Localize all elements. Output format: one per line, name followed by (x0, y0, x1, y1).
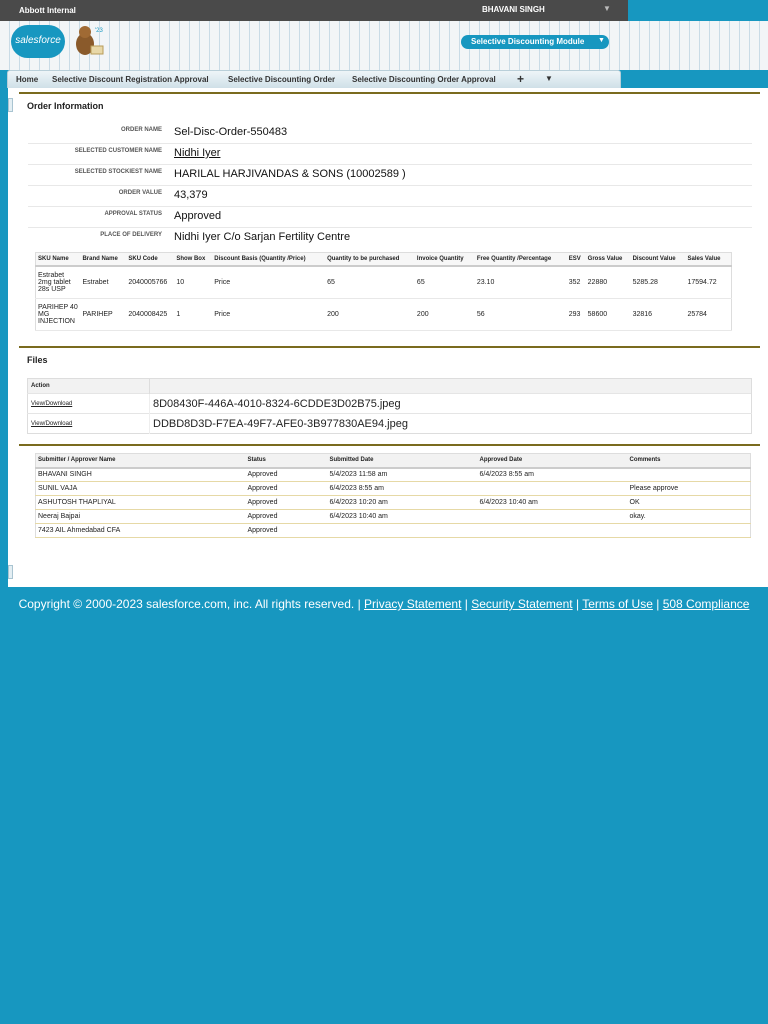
section-divider (19, 92, 760, 94)
chevron-down-icon[interactable]: ▼ (545, 74, 553, 83)
field-place-of-delivery (28, 228, 752, 249)
org-name: Abbott Internal (19, 6, 76, 15)
invoice-quantity-cell: 200 (415, 298, 475, 330)
comments: OK (628, 496, 751, 510)
logo-text: salesforce (15, 35, 61, 46)
submitted-date (328, 524, 478, 538)
invoice-quantity-cell: 65 (415, 266, 475, 298)
approval-status: Approved (246, 496, 328, 510)
user-menu[interactable]: BHAVANI SINGH (482, 5, 545, 14)
sidebar-toggle-icon[interactable] (8, 565, 13, 579)
sidebar-toggle-icon[interactable] (8, 98, 13, 112)
brand-name-cell: PARIHEP (80, 298, 126, 330)
column-header: Invoice Quantity (415, 253, 475, 267)
approval-status: Approved (246, 482, 328, 496)
footer (0, 595, 768, 614)
column-header: Status (246, 454, 328, 468)
quantity-cell: 65 (325, 266, 415, 298)
salesforce-logo[interactable] (11, 25, 65, 58)
table-header-row (28, 379, 752, 394)
field-value: 43,379 (174, 189, 208, 201)
submitted-date: 6/4/2023 10:40 am (328, 510, 478, 524)
column-header: Free Quantity /Percentage (475, 253, 567, 267)
column-header: Brand Name (80, 253, 126, 267)
column-header: Approved Date (478, 454, 628, 468)
approved-date (478, 524, 628, 538)
field-value: Approved (174, 210, 222, 222)
sku-name-cell: PARIHEP 40 MG INJECTION (36, 298, 81, 330)
tab-order-approval[interactable]: Selective Discounting Order Approval (352, 75, 496, 84)
files-table (27, 378, 752, 434)
security-statement-link[interactable]: Security Statement (471, 597, 573, 611)
field-label: ORDER VALUE (118, 190, 162, 196)
gross-value-cell: 58600 (586, 298, 631, 330)
field-value: Sel-Disc-Order-550483 (174, 126, 288, 138)
column-header: SKU Code (126, 253, 174, 267)
file-name: 8D08430F-446A-4010-8324-6CDDE3D02B75.jpeg (150, 394, 752, 414)
field-approval-status (28, 207, 752, 228)
comments: Please approve (628, 482, 751, 496)
column-header: Show Box (174, 253, 212, 267)
copyright-text: Copyright © 2000-2023 salesforce.com, inc. All rights reserved. | (18, 597, 361, 611)
field-value: Nidhi Iyer C/o Sarjan Fertility Centre (174, 231, 351, 243)
table-row (36, 298, 732, 330)
approval-history-table (35, 453, 751, 538)
table-row (36, 266, 732, 298)
footer-separator: | (656, 597, 660, 611)
column-header: Discount Basis (Quantity /Price) (212, 253, 325, 267)
customer-link[interactable]: Nidhi Iyer (174, 147, 221, 159)
table-row (36, 510, 751, 524)
approved-date (478, 510, 628, 524)
discount-basis-cell: Price (212, 298, 325, 330)
free-quantity-cell: 23.10 (475, 266, 567, 298)
field-label: SELECTED STOCKIEST NAME (74, 169, 162, 175)
column-header: Submitter / Approver Name (36, 454, 246, 468)
svg-text:'23: '23 (95, 28, 103, 34)
sku-table (35, 252, 732, 331)
sku-name-cell: Estrabet 2mg tablet 28s USP (36, 266, 81, 298)
column-header: Sales Value (685, 253, 731, 267)
table-row (36, 524, 751, 538)
comments (628, 468, 751, 482)
view-download-link[interactable]: View/Download (28, 394, 150, 414)
sku-code-cell: 2040008425 (126, 298, 174, 330)
view-download-link[interactable]: View/Download (28, 414, 150, 434)
table-header-row (36, 253, 732, 267)
field-label: APPROVAL STATUS (104, 211, 162, 217)
approved-date (478, 482, 628, 496)
column-header: Quantity to be purchased (325, 253, 415, 267)
approval-status: Approved (246, 524, 328, 538)
section-divider (19, 346, 760, 348)
tab-bar (7, 70, 621, 88)
approver-name: Neeraj Bajpai (36, 510, 246, 524)
app-header (0, 21, 768, 70)
comments: okay. (628, 510, 751, 524)
discount-value-cell: 5285.28 (631, 266, 686, 298)
table-row (36, 496, 751, 510)
compliance-link[interactable]: 508 Compliance (662, 597, 750, 611)
approver-name: ASHUTOSH THAPLIYAL (36, 496, 246, 510)
table-row (36, 482, 751, 496)
field-stockiest-name (28, 165, 752, 186)
field-order-value (28, 186, 752, 207)
app-switcher-button[interactable] (461, 35, 609, 49)
brand-name-cell: Estrabet (80, 266, 126, 298)
main-panel (8, 88, 768, 587)
field-label: PLACE OF DELIVERY (100, 232, 162, 238)
field-customer-name (28, 144, 752, 165)
table-row (28, 414, 752, 434)
approver-name: 7423 AIL Ahmedabad CFA (36, 524, 246, 538)
add-tab-icon[interactable]: + (517, 72, 525, 86)
discount-value-cell: 32816 (631, 298, 686, 330)
footer-separator: | (464, 597, 468, 611)
top-bar (0, 0, 628, 21)
column-header: SKU Name (36, 253, 81, 267)
esv-cell: 352 (567, 266, 586, 298)
column-header: Action (28, 379, 150, 394)
sku-code-cell: 2040005766 (126, 266, 174, 298)
field-label: ORDER NAME (120, 127, 162, 133)
approval-status: Approved (246, 468, 328, 482)
show-box-cell: 1 (174, 298, 212, 330)
submitted-date: 5/4/2023 11:58 am (328, 468, 478, 482)
column-header (150, 379, 752, 394)
chevron-down-icon[interactable]: ▼ (603, 4, 611, 13)
submitted-date: 6/4/2023 8:55 am (328, 482, 478, 496)
tab-home[interactable]: Home (16, 75, 39, 84)
sales-value-cell: 17594.72 (685, 266, 731, 298)
file-name: DDBD8D3D-F7EA-49F7-AFE0-3B977830AE94.jpeg (150, 414, 752, 434)
approver-name: SUNIL VAJA (36, 482, 246, 496)
esv-cell: 293 (567, 298, 586, 330)
approval-status: Approved (246, 510, 328, 524)
submitted-date: 6/4/2023 10:20 am (328, 496, 478, 510)
column-header: Submitted Date (328, 454, 478, 468)
approved-date: 6/4/2023 10:40 am (478, 496, 628, 510)
column-header: Gross Value (586, 253, 631, 267)
privacy-statement-link[interactable]: Privacy Statement (364, 597, 462, 611)
show-box-cell: 10 (174, 266, 212, 298)
chevron-down-icon: ▼ (598, 37, 605, 44)
mascot-icon (69, 24, 107, 58)
field-label: SELECTED CUSTOMER NAME (74, 148, 162, 154)
column-header: Comments (628, 454, 751, 468)
discount-basis-cell: Price (212, 266, 325, 298)
column-header: Discount Value (631, 253, 686, 267)
footer-separator: | (575, 597, 580, 611)
comments (628, 524, 751, 538)
approver-name: BHAVANI SINGH (36, 468, 246, 482)
app-switcher-label: Selective Discounting Module (471, 37, 585, 46)
field-value: HARILAL HARJIVANDAS & SONS (10002589 ) (174, 168, 406, 180)
section-title-files: Files (27, 355, 48, 365)
table-row (28, 394, 752, 414)
approved-date: 6/4/2023 8:55 am (478, 468, 628, 482)
tab-discounting-order[interactable]: Selective Discounting Order (228, 75, 336, 84)
terms-of-use-link[interactable]: Terms of Use (582, 597, 653, 611)
free-quantity-cell: 56 (475, 298, 567, 330)
section-divider (19, 444, 760, 446)
table-row (36, 468, 751, 482)
gross-value-cell: 22880 (586, 266, 631, 298)
quantity-cell: 200 (325, 298, 415, 330)
sales-value-cell: 25784 (685, 298, 731, 330)
field-order-name (28, 123, 752, 144)
column-header: ESV (567, 253, 586, 267)
section-title-order: Order Information (27, 101, 104, 111)
tab-registration-approval[interactable]: Selective Discount Registration Approval (52, 75, 209, 84)
table-header-row (36, 454, 751, 468)
